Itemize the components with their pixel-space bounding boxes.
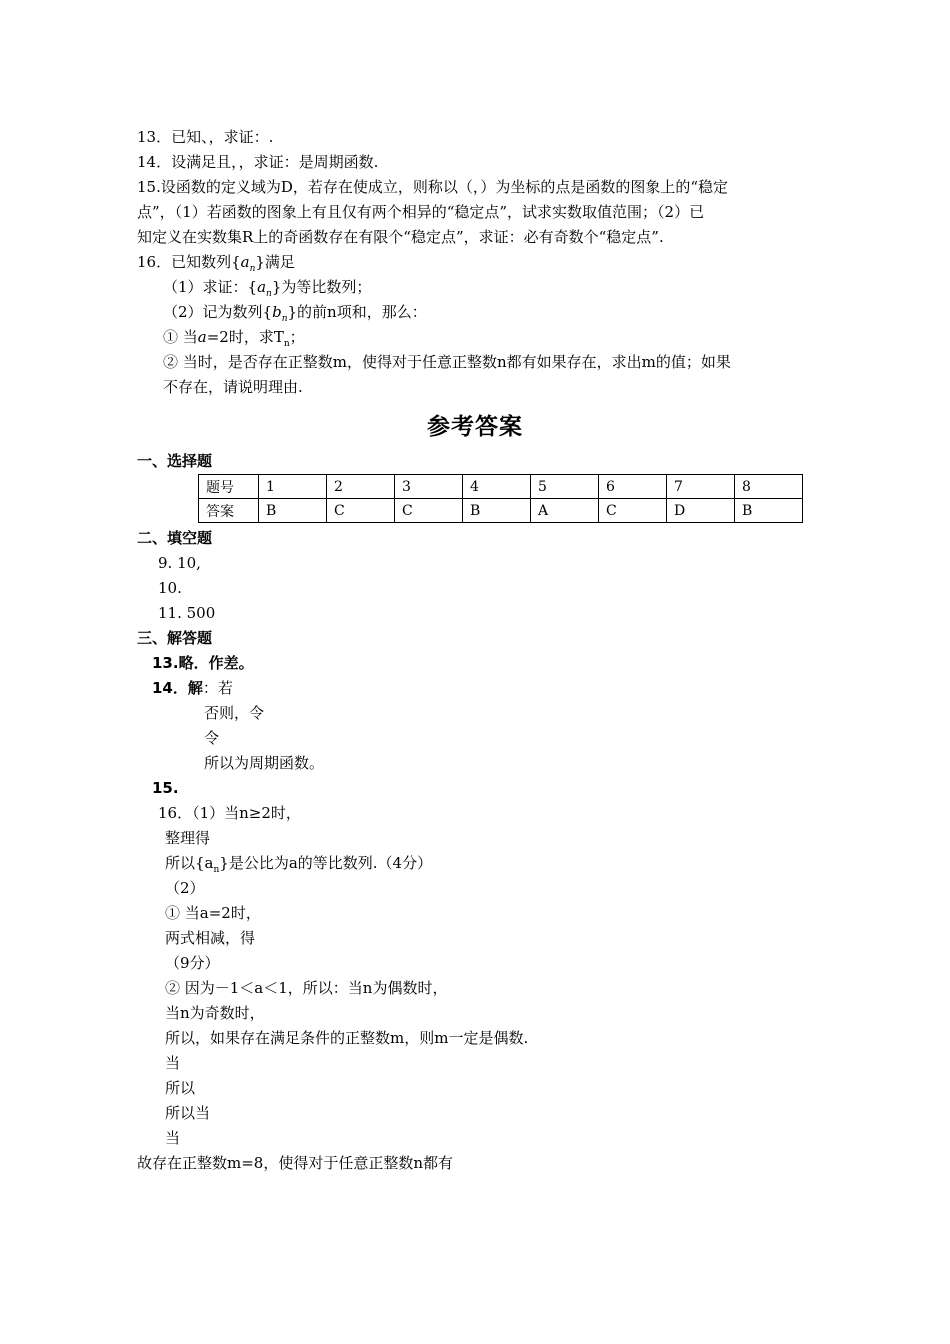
answer-16-line-3-prefix: 所以{a xyxy=(165,854,214,872)
sequence-var: a xyxy=(240,253,250,271)
part-2a-prefix: ① 当 xyxy=(163,328,198,346)
answer-16-line-14: 当 xyxy=(165,1129,181,1147)
problem-16-suffix: }满足 xyxy=(255,253,295,271)
answer-16-line-10: 所以，如果存在满足条件的正整数m，则m一定是偶数. xyxy=(165,1029,529,1047)
problem-15-line-2: 点”，（1）若函数的图象上有且仅有两个相异的“稳定点”，试求实数取值范围；（2）已 xyxy=(137,203,705,221)
table-cell: 8 xyxy=(735,475,803,499)
part-1-sub: n xyxy=(266,289,272,299)
answer-13: 13.略．作差。 xyxy=(152,654,254,672)
sequence-sub: n xyxy=(249,264,256,274)
problem-15-line-3: 知定义在实数集R上的奇函数存在有限个“稳定点”，求证：必有奇数个“稳定点”. xyxy=(137,228,664,246)
table-cell: B xyxy=(463,499,531,523)
part-2a-sub: n xyxy=(283,339,290,349)
table-cell: C xyxy=(327,499,395,523)
table-cell: 题号 xyxy=(199,475,259,499)
answer-16-line-9: 当n为奇数时， xyxy=(165,1004,265,1022)
problem-16-part-2a xyxy=(163,327,305,354)
part-1-suffix: }为等比数列； xyxy=(271,278,372,296)
answer-16-line-4: （2） xyxy=(165,879,205,897)
answer-16-line-3 xyxy=(165,853,432,880)
part-1-prefix: （1）求证：{ xyxy=(163,278,258,296)
table-cell: 7 xyxy=(667,475,735,499)
answer-14-line-3: 令 xyxy=(204,729,220,747)
section-fill-blank: 二、填空题 xyxy=(137,529,213,547)
problem-16-part-2 xyxy=(163,302,427,329)
problem-13: 13．已知、，求证：. xyxy=(137,128,274,146)
part-2-var: b xyxy=(272,303,282,321)
answer-14-line-4: 所以为周期函数。 xyxy=(204,754,325,772)
table-cell: D xyxy=(667,499,735,523)
table-cell: A xyxy=(531,499,599,523)
answer-table xyxy=(198,474,803,523)
answer-16-line-3-suffix: }是公比为a的等比数列.（4分） xyxy=(219,854,433,872)
answer-15: 15. xyxy=(152,779,179,797)
table-row xyxy=(199,499,803,523)
answer-16-line-1: 16．（1）当n≥2时， xyxy=(158,804,301,822)
answer-14-label: 14．解 xyxy=(152,679,203,697)
problem-16 xyxy=(137,252,295,279)
table-cell: C xyxy=(599,499,667,523)
part-2-sub: n xyxy=(281,314,288,324)
answer-14-line-2: 否则，令 xyxy=(204,704,265,722)
table-cell: 5 xyxy=(531,475,599,499)
answer-16-line-5: ① 当a=2时， xyxy=(165,904,261,922)
table-cell: 4 xyxy=(463,475,531,499)
answer-14-text: ：若 xyxy=(202,679,233,697)
table-cell: B xyxy=(259,499,327,523)
answer-11: 11. 500 xyxy=(158,604,216,622)
answer-16-line-12: 所以 xyxy=(165,1079,196,1097)
table-cell: 答案 xyxy=(199,499,259,523)
answer-16-line-11: 当 xyxy=(165,1054,181,1072)
problem-15-line-1: 15.设函数的定义域为D，若存在使成立，则称以（，）为坐标的点是函数的图象上的“稳定 xyxy=(137,178,729,196)
table-cell: 3 xyxy=(395,475,463,499)
answer-16-line-6: 两式相减，得 xyxy=(165,929,256,947)
answers-title: 参考答案 xyxy=(427,414,523,440)
answer-14 xyxy=(152,678,233,698)
part-2a-suffix: ； xyxy=(289,328,305,346)
answer-16-line-3-sub: n xyxy=(213,865,220,875)
section-multiple-choice: 一、选择题 xyxy=(137,452,213,470)
table-row xyxy=(199,475,803,499)
part-2-prefix: （2）记为数列{ xyxy=(163,303,273,321)
part-2-suffix: }的前n项和，那么： xyxy=(287,303,427,321)
part-2a-var: a xyxy=(197,328,207,346)
problem-16-part-1 xyxy=(163,277,371,304)
part-1-var: a xyxy=(257,278,267,296)
table-cell: 6 xyxy=(599,475,667,499)
answer-16-line-13: 所以当 xyxy=(165,1104,211,1122)
table-cell: C xyxy=(395,499,463,523)
problem-16-part-2b-line-2: 不存在，请说明理由. xyxy=(163,378,303,396)
section-solutions: 三、解答题 xyxy=(137,629,213,647)
problem-16-prefix: 16．已知数列{ xyxy=(137,253,241,271)
answer-10: 10. xyxy=(158,579,182,597)
answer-16-line-8: ② 因为－1＜a＜1，所以：当n为偶数时， xyxy=(165,979,448,997)
table-cell: 1 xyxy=(259,475,327,499)
answer-9: 9. 10, xyxy=(158,554,201,572)
problem-14: 14．设满足且，，求证：是周期函数. xyxy=(137,153,379,171)
answer-16-line-2: 整理得 xyxy=(165,829,211,847)
answer-16-line-7: （9分） xyxy=(165,954,220,972)
problem-16-part-2b-line-1: ② 当时，是否存在正整数m，使得对于任意正整数n都有如果存在，求出m的值；如果 xyxy=(163,353,731,371)
table-cell: B xyxy=(735,499,803,523)
table-cell: 2 xyxy=(327,475,395,499)
part-2a-mid: =2时，求T xyxy=(206,328,284,346)
answer-16-conclusion: 故存在正整数m=8，使得对于任意正整数n都有 xyxy=(137,1154,453,1172)
